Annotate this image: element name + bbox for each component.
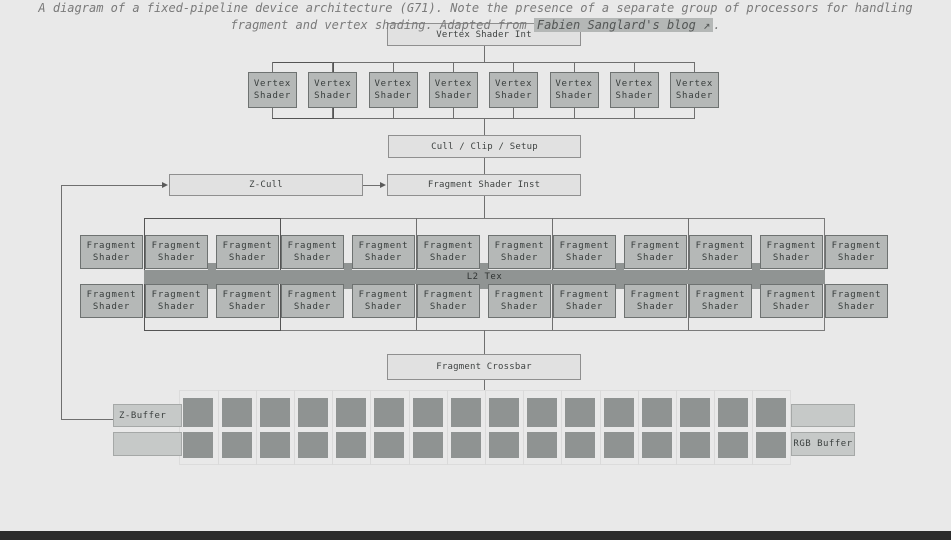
- fragment-shader-inst-label: Fragment Shader Inst: [427, 180, 541, 190]
- fragment-shader-box-label: Fragment: [287, 241, 338, 251]
- vertex-shader-box-label: Vertex: [253, 79, 292, 89]
- fragment-shader-box: [553, 235, 616, 269]
- fragment-shader-box-label: Shader: [772, 302, 811, 312]
- fragment-shader-box-label: Shader: [500, 253, 539, 263]
- connector-line: [484, 46, 485, 62]
- fabien-sanglard-blog-link[interactable]: Fabien Sanglard's blog ↗: [534, 18, 713, 32]
- vertex-shader-box-label: Shader: [675, 91, 714, 101]
- fragment-shader-box-label: Fragment: [630, 241, 681, 251]
- z-buffer-label: Z-Buffer: [119, 410, 167, 421]
- fragment-shader-box-label: Shader: [837, 253, 876, 263]
- fragment-shader-box: [417, 284, 480, 318]
- fragment-shader-box-label: Shader: [364, 302, 403, 312]
- l2-tex-bar: [144, 270, 825, 284]
- fragment-shader-box-label: Shader: [228, 302, 267, 312]
- fragment-shader-box-label: Shader: [157, 253, 196, 263]
- fragment-shader-box-label: Fragment: [766, 241, 817, 251]
- rop-grid-divider: [714, 390, 715, 465]
- vertex-shader-int-label: Vertex Shader Int: [436, 29, 532, 40]
- connector-line: [453, 108, 454, 118]
- rop-unit: [183, 432, 213, 458]
- vertex-shader-box-label: Shader: [314, 91, 352, 101]
- connector-line: [634, 62, 635, 72]
- fragment-shader-box-label: Fragment: [695, 290, 746, 300]
- rop-unit: [604, 398, 634, 427]
- fragment-shader-box: [553, 284, 616, 318]
- fragment-shader-box-label: Fragment: [695, 241, 746, 251]
- connector-line: [484, 380, 485, 390]
- cull-clip-setup-box: [388, 135, 581, 158]
- fragment-shader-box-label: Fragment: [494, 290, 545, 300]
- figure-caption: [0, 0, 951, 34]
- window-bottom-bar: [0, 531, 951, 540]
- fragment-crossbar-label: Fragment Crossbar: [436, 362, 532, 372]
- rop-grid-divider: [256, 390, 257, 465]
- rop-unit: [527, 432, 557, 458]
- rop-unit: [527, 398, 557, 427]
- rop-unit: [222, 432, 252, 458]
- connector-line: [574, 108, 575, 118]
- zbuffer-feedback-line: [61, 419, 113, 420]
- connector-line: [272, 62, 273, 72]
- fragment-shader-box-label: Fragment: [831, 241, 882, 251]
- cull-clip-setup-label: Cull / Clip / Setup: [431, 141, 538, 152]
- z-buffer-band: [113, 404, 182, 427]
- fragment-shader-box: [488, 284, 551, 318]
- rop-grid-divider: [523, 390, 524, 465]
- rop-grid-divider: [409, 390, 410, 465]
- fragment-shader-box-label: Shader: [565, 253, 604, 263]
- connector-line: [332, 108, 333, 118]
- fragment-shader-box-label: Fragment: [86, 290, 137, 300]
- rop-grid-divider: [370, 390, 371, 465]
- rop-unit: [374, 398, 404, 427]
- rop-unit: [374, 432, 404, 458]
- caption-line-2-period: .: [713, 18, 721, 32]
- l2-tex-label: L2 Tex: [466, 272, 503, 282]
- fragment-shader-box: [760, 235, 823, 269]
- vertex-shader-box-label: Vertex: [495, 79, 533, 89]
- fragment-shader-box-label: Shader: [364, 253, 403, 263]
- vertex-shader-box: [670, 72, 719, 108]
- fragment-shader-box-label: Fragment: [222, 241, 273, 251]
- connector-line: [513, 108, 514, 118]
- rop-grid-divider: [485, 390, 486, 465]
- rop-unit: [604, 432, 634, 458]
- vertex-shader-box-label: Shader: [555, 91, 593, 101]
- rop-unit: [451, 432, 481, 458]
- rop-grid-divider: [332, 390, 333, 465]
- vertex-shader-box: [610, 72, 659, 108]
- fragment-shader-box-label: Fragment: [151, 241, 202, 251]
- rop-unit: [642, 398, 672, 427]
- vertex-top-bus-line: [272, 62, 695, 63]
- fragment-shader-box: [145, 284, 208, 318]
- fragment-shader-box-label: Fragment: [630, 290, 681, 300]
- rop-unit: [489, 432, 519, 458]
- fragment-shader-box: [145, 235, 208, 269]
- rop-unit: [451, 398, 481, 427]
- rop-unit: [642, 432, 672, 458]
- rop-grid-divider: [561, 390, 562, 465]
- z-cull-label: Z-Cull: [249, 180, 283, 190]
- rop-grid-divider: [447, 390, 448, 465]
- caption-line-2-text: fragment and vertex shading. Adapted from: [230, 18, 534, 32]
- fragment-shader-box: [80, 284, 143, 318]
- z-cull-box: [169, 174, 363, 196]
- connector-line: [694, 108, 695, 118]
- rop-grid-divider: [294, 390, 295, 465]
- connector-line: [393, 62, 394, 72]
- fragment-shader-box: [216, 284, 279, 318]
- fragment-shader-box-label: Fragment: [287, 290, 338, 300]
- rop-unit: [756, 398, 786, 427]
- rop-unit: [413, 398, 443, 427]
- fragment-shader-box-label: Fragment: [358, 290, 409, 300]
- rop-unit: [718, 432, 748, 458]
- vertex-shader-box: [369, 72, 418, 108]
- connector-line: [574, 62, 575, 72]
- connector-line: [484, 118, 485, 135]
- fragment-shader-box-label: Shader: [772, 253, 811, 263]
- vertex-shader-box: [308, 72, 357, 108]
- rop-grid-divider: [676, 390, 677, 465]
- vertex-shader-box-label: Vertex: [314, 79, 352, 89]
- fragment-shader-box-label: Shader: [636, 302, 675, 312]
- fragment-shader-box-label: Shader: [837, 302, 876, 312]
- rgb-buffer-band-extension: [791, 404, 855, 427]
- rgb-buffer-label: RGB Buffer: [793, 439, 853, 449]
- rop-unit: [756, 432, 786, 458]
- fragment-shader-box-label: Fragment: [766, 290, 817, 300]
- fragment-shader-box-label: Shader: [701, 253, 740, 263]
- fragment-shader-box-label: Shader: [293, 253, 332, 263]
- fragment-shader-box-label: Shader: [701, 302, 740, 312]
- rop-unit: [680, 398, 710, 427]
- rop-grid-divider: [638, 390, 639, 465]
- fragment-shader-box: [689, 284, 752, 318]
- vertex-shader-box: [429, 72, 478, 108]
- vertex-shader-box-label: Shader: [495, 91, 533, 101]
- fragment-shader-box-label: Fragment: [86, 241, 137, 251]
- vertex-shader-box-label: Vertex: [434, 79, 473, 89]
- fragment-shader-box-label: Shader: [228, 253, 267, 263]
- fragment-shader-box-label: Fragment: [494, 241, 545, 251]
- caption-line-1: A diagram of a fixed-pipeline device architecture (G71). Note the presence of a separate group of processors for handling: [38, 1, 913, 15]
- fragment-shader-box: [417, 235, 480, 269]
- caption-line-2: [0, 17, 951, 34]
- connector-line: [694, 62, 695, 72]
- vertex-shader-box-label: Shader: [253, 91, 292, 101]
- rop-unit: [222, 398, 252, 427]
- fragment-shader-box-label: Shader: [636, 253, 675, 263]
- rgb-buffer-band: [791, 432, 855, 456]
- fragment-shader-box: [624, 235, 687, 269]
- fragment-shader-box-label: Shader: [500, 302, 539, 312]
- rop-unit: [565, 398, 595, 427]
- fragment-shader-box-label: Fragment: [831, 290, 882, 300]
- vertex-shader-box-label: Vertex: [374, 79, 412, 89]
- arrowhead-into-inst-icon: [380, 182, 386, 188]
- arrowhead-into-zcull-icon: [162, 182, 168, 188]
- fragment-shader-inst-box: [387, 174, 581, 196]
- fragment-shader-box-label: Fragment: [423, 290, 474, 300]
- rop-unit: [260, 398, 290, 427]
- fragment-shader-box: [624, 284, 687, 318]
- connector-line: [332, 62, 333, 72]
- rop-grid-divider: [600, 390, 601, 465]
- vertex-shader-box-label: Shader: [615, 91, 653, 101]
- fragment-shader-box: [352, 235, 415, 269]
- rop-unit: [336, 398, 366, 427]
- fragment-shader-box: [352, 284, 415, 318]
- z-buffer-band-extension: [113, 432, 182, 456]
- fragment-shader-box-label: Fragment: [358, 241, 409, 251]
- connector-line: [363, 185, 380, 186]
- fragment-shader-box-label: Fragment: [559, 241, 610, 251]
- fragment-shader-box-label: Shader: [429, 302, 468, 312]
- vertex-shader-box: [489, 72, 538, 108]
- connector-line: [393, 108, 394, 118]
- rop-unit: [298, 432, 328, 458]
- rop-unit: [680, 432, 710, 458]
- connector-line: [484, 158, 485, 174]
- rop-unit: [718, 398, 748, 427]
- rop-unit: [183, 398, 213, 427]
- fragment-shader-box: [825, 235, 888, 269]
- fragment-shader-box: [80, 235, 143, 269]
- fragment-shader-box: [825, 284, 888, 318]
- rop-unit: [260, 432, 290, 458]
- fragment-shader-box: [281, 284, 344, 318]
- fragment-shader-box-label: Shader: [92, 253, 131, 263]
- vertex-shader-box-label: Shader: [374, 91, 412, 101]
- fragment-shader-box: [488, 235, 551, 269]
- fragment-shader-box-label: Shader: [157, 302, 196, 312]
- fragment-shader-box-label: Shader: [565, 302, 604, 312]
- zbuffer-feedback-line: [61, 185, 62, 419]
- fragment-shader-box-label: Shader: [429, 253, 468, 263]
- fragment-shader-box-label: Fragment: [151, 290, 202, 300]
- connector-line: [484, 330, 485, 354]
- rop-unit: [489, 398, 519, 427]
- connector-line: [453, 62, 454, 72]
- fragment-shader-box: [760, 284, 823, 318]
- rop-unit: [565, 432, 595, 458]
- connector-line: [513, 62, 514, 72]
- vertex-shader-box: [550, 72, 599, 108]
- fragment-shader-box: [281, 235, 344, 269]
- connector-line: [484, 196, 485, 218]
- fragment-shader-box-label: Shader: [293, 302, 332, 312]
- fragment-shader-box-label: Shader: [92, 302, 131, 312]
- vertex-shader-box-label: Vertex: [555, 79, 593, 89]
- connector-line: [634, 108, 635, 118]
- vertex-shader-box-label: Vertex: [615, 79, 653, 89]
- rop-unit: [336, 432, 366, 458]
- vertex-shader-box-label: Vertex: [675, 79, 714, 89]
- rop-unit: [298, 398, 328, 427]
- zbuffer-feedback-line: [61, 185, 162, 186]
- rop-grid-divider: [218, 390, 219, 465]
- connector-line: [272, 108, 273, 118]
- fragment-crossbar-box: [387, 354, 581, 380]
- vertex-shader-box-label: Shader: [434, 91, 473, 101]
- fragment-shader-box-label: Fragment: [222, 290, 273, 300]
- vertex-shader-box: [248, 72, 297, 108]
- fragment-shader-box-label: Fragment: [423, 241, 474, 251]
- fragment-shader-box: [689, 235, 752, 269]
- rop-grid-divider: [752, 390, 753, 465]
- fragment-shader-box-label: Fragment: [559, 290, 610, 300]
- fragment-shader-box: [216, 235, 279, 269]
- rop-unit: [413, 432, 443, 458]
